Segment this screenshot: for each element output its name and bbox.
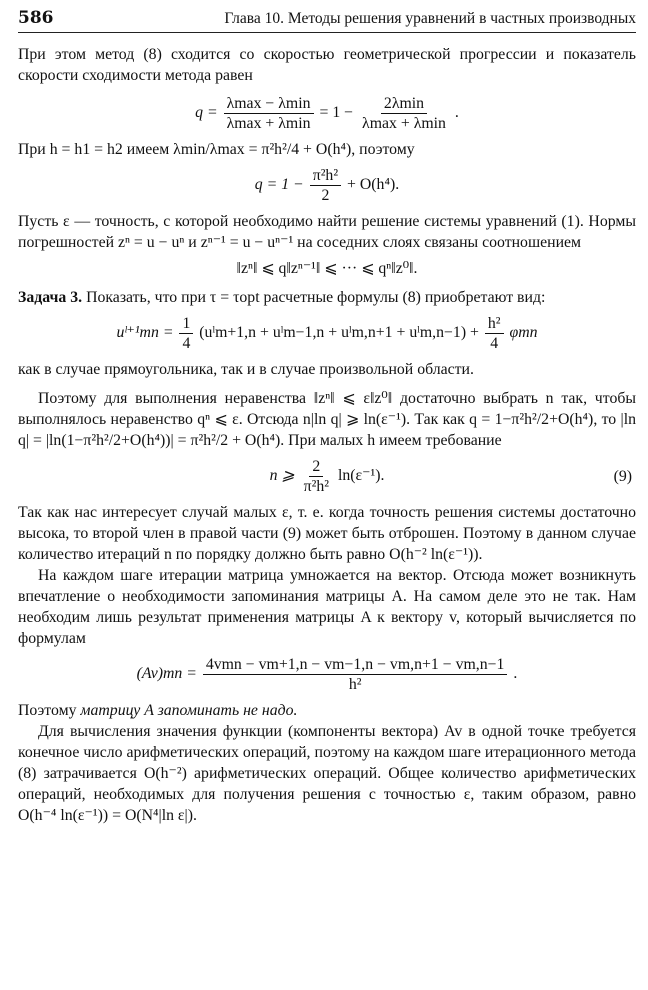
task-label: Задача 3.	[18, 289, 83, 306]
eq4-middle: (uˡm+1,n + uˡm−1,n + uˡm,n+1 + uˡm,n−1) +	[199, 324, 479, 342]
eq5-numerator: 2	[309, 457, 323, 477]
paragraph-no-store	[18, 700, 636, 721]
eq1-fraction-2	[359, 94, 449, 133]
eq1-middle: = 1 −	[319, 104, 354, 122]
equation-q-rate	[18, 94, 636, 133]
eq4-numerator-1: 1	[179, 314, 193, 334]
paragraph-h-step: При h = h1 = h2 имеем λmin/λmax = π²h²/4 + O(h⁴), поэтому	[18, 141, 415, 158]
eq6-lhs: (Av)mn =	[136, 665, 197, 683]
eq1-end: .	[454, 104, 459, 122]
eq1-numerator-1: λmax − λmin	[224, 94, 314, 114]
eq6-numerator: 4vmn − vm+1,n − vm−1,n − vm,n+1 − vm,n−1	[203, 655, 508, 675]
paragraph-error-norms: Пусть ε — точность, с которой необходимо найти решение системы уравнений (1). Нормы погрешностей zⁿ = u − uⁿ и zⁿ⁻¹ = u − uⁿ⁻¹ на соседних слоях связаны соотношением	[18, 213, 636, 251]
eq2-fraction	[310, 166, 341, 205]
paragraph-matrix-vector: На каждом шаге итерации матрица умножается на вектор. Отсюда может возникнуть впечатление о необходимости запоминания матрицы A. На самом деле это не так. Нам необходим лишь результат применения матрицы A к вектору v, который вычисляется по формулам	[18, 567, 636, 647]
running-title: Глава 10. Методы решения уравнений в частных производных	[224, 10, 636, 27]
eq2-denominator: 2	[321, 187, 330, 204]
p8-start: Поэтому	[18, 702, 77, 719]
task-text: Показать, что при τ = τopt расчетные формулы (8) приобретают вид:	[86, 289, 546, 306]
eq4-denominator-1: 4	[182, 335, 191, 352]
eq5-fraction	[301, 457, 332, 496]
page-body	[18, 44, 636, 826]
equation-9	[18, 457, 636, 496]
eq1-denominator-1: λmax + λmin	[226, 115, 311, 132]
eq6-fraction	[203, 655, 508, 694]
eq4-end: φmn	[509, 324, 538, 342]
eq2-rhs: + O(h⁴).	[347, 176, 400, 194]
paragraph-iterations-count: Поэтому для выполнения неравенства ‖zⁿ‖ ⩽ ε‖z⁰‖ достаточно выбрать n так, чтобы выполнялось неравенство qⁿ ⩽ ε. Отсюда n|ln q| ⩾ ln(ε⁻¹). Так как q = 1−π²h²/2+O(h⁴), то |ln q| = |ln(1−π²h²/2+O(h⁴))| = π²h²/2 + O(h⁴). При малых h имеем требование	[18, 390, 636, 449]
eq1-denominator-2: λmax + λmin	[362, 115, 446, 132]
page-number: 586	[18, 8, 54, 28]
equation-norm-chain: ‖zⁿ‖ ⩽ q‖zⁿ⁻¹‖ ⩽ ··· ⩽ qⁿ‖z⁰‖.	[236, 260, 418, 277]
eq4-fraction-2	[485, 314, 504, 353]
eq1-numerator-2: 2λmin	[381, 94, 427, 114]
eq5-lhs: n ⩾	[269, 467, 295, 485]
eq6-denominator: h²	[348, 676, 362, 693]
eq4-lhs: uˡ⁺¹mn =	[116, 324, 174, 342]
page-header	[18, 8, 636, 33]
eq5-denominator: π²h²	[303, 478, 329, 495]
equation-q-expansion	[18, 166, 636, 205]
eq6-end: .	[513, 665, 518, 683]
task-3	[18, 287, 636, 308]
eq2-numerator: π²h²	[310, 166, 341, 186]
eq4-denominator-2: 4	[490, 335, 499, 352]
equation-av	[18, 655, 636, 694]
eq4-fraction-1	[179, 314, 193, 353]
eq4-numerator-2: h²	[485, 314, 504, 334]
paragraph-small-epsilon: Так как нас интересует случай малых ε, т. е. когда точность решения системы достаточно высока, то второй член в правой части (9) может быть отброшен. Поэтому в данном случае количество итераций n по порядку должно быть равно O(h⁻² ln(ε⁻¹)).	[18, 504, 636, 563]
paragraph-convergence: При этом метод (8) сходится со скоростью геометрической прогрессии и показатель скорости сходимости метода равен	[18, 46, 636, 84]
eq1-lhs: q =	[195, 104, 218, 122]
equation-number-9: (9)	[613, 467, 632, 485]
p8-italic: матрицу A запоминать не надо.	[80, 702, 298, 719]
paragraph-domain: как в случае прямоугольника, так и в случае произвольной области.	[18, 361, 474, 378]
eq2-lhs: q = 1 −	[254, 176, 304, 194]
equation-iteration-formula	[18, 314, 636, 353]
eq1-fraction-1	[224, 94, 314, 133]
eq5-rhs: ln(ε⁻¹).	[337, 467, 385, 485]
paragraph-operation-count: Для вычисления значения функции (компоненты вектора) Av в одной точке требуется конечное число арифметических операций, поэтому на каждом шаге итерационного метода (8) затрачивается O(h⁻²) арифметических операций. Общее количество арифметических операций, необходимых для получения решения с точностью ε, таким образом, равно O(h⁻⁴ ln(ε⁻¹)) = O(N⁴|ln ε|).	[18, 723, 636, 824]
